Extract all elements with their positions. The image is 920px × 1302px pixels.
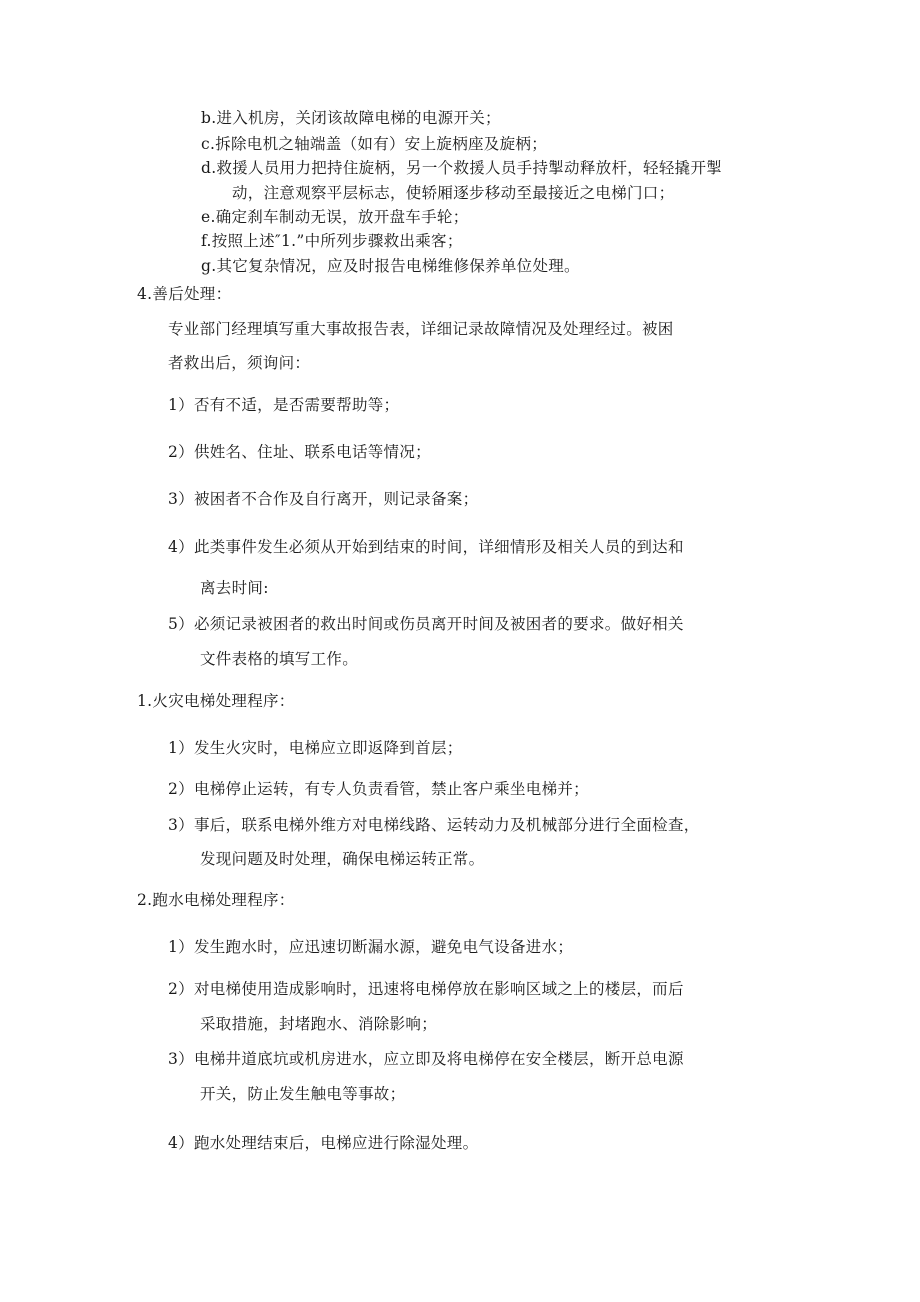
- flood-item-2-line2: 采取措施，封堵跑水、消除影响；: [200, 1015, 438, 1033]
- aftermath-item-4-line2: 离去时间:: [200, 579, 269, 597]
- flood-item-4: 4）跑水处理结束后，电梯应进行除湿处理。: [168, 1134, 479, 1152]
- flood-item-1: 1）发生跑水时，应迅速切断漏水源，避免电气设备进水；: [168, 938, 574, 956]
- fire-item-1: 1）发生火灾时，电梯应立即返降到首层；: [168, 739, 463, 757]
- step-e: e.确定刹车制动无误，放开盘车手轮；: [201, 208, 469, 226]
- step-c: c.拆除电机之轴端盖（如有）安上旋柄座及旋柄；: [201, 135, 548, 153]
- step-b: b.进入机房，关闭该故障电梯的电源开关；: [201, 109, 501, 127]
- flood-item-3-line2: 开关，防止发生触电等事故；: [200, 1085, 406, 1103]
- step-g: g.其它复杂情况，应及时报告电梯维修保养单位处理。: [201, 257, 580, 275]
- step-f: f.按照上述″1.”中所列步骤救出乘客；: [201, 232, 463, 250]
- fire-item-3-line2: 发现问题及时处理，确保电梯运转正常。: [200, 850, 485, 868]
- aftermath-item-4-line1: 4）此类事件发生必须从开始到结束的时间，详细情形及相关人员的到达和: [168, 538, 684, 556]
- aftermath-intro-line1: 专业部门经理填写重大事故报告表，详细记录故障情况及处理经过。被困: [168, 320, 674, 338]
- fire-item-2: 2）电梯停止运转，有专人负责看管，禁止客户乘坐电梯并；: [168, 780, 589, 798]
- aftermath-item-2: 2）供姓名、住址、联系电话等情况；: [168, 443, 431, 461]
- aftermath-intro-line2: 者救出后，须询问：: [168, 354, 311, 372]
- step-d-line2: 动，注意观察平层标志，使轿厢逐步移动至最接近之电梯门口；: [232, 184, 675, 202]
- aftermath-heading: 4.善后处理：: [137, 285, 232, 303]
- aftermath-item-3: 3）被困者不合作及自行离开，则记录备案；: [168, 490, 479, 508]
- step-d-line1: d.救援人员用力把持住旋柄，另一个救援人员手持掣动释放杆，轻轻撬开掣: [201, 159, 723, 177]
- flood-item-2-line1: 2）对电梯使用造成影响时，迅速将电梯停放在影响区域之上的楼层，而后: [168, 980, 684, 998]
- flood-heading: 2.跑水电梯处理程序：: [137, 891, 295, 909]
- fire-item-3-line1: 3）事后，联系电梯外维方对电梯线路、运转动力及机械部分进行全面检查，: [168, 816, 700, 834]
- aftermath-item-5-line2: 文件表格的填写工作。: [200, 650, 359, 668]
- fire-heading: 1.火灾电梯处理程序：: [137, 692, 295, 710]
- aftermath-item-1: 1）否有不适，是否需要帮助等；: [168, 396, 400, 414]
- aftermath-item-5-line1: 5）必须记录被困者的救出时间或伤员离开时间及被困者的要求。做好相关: [168, 615, 684, 633]
- flood-item-3-line1: 3）电梯井道底坑或机房进水，应立即及将电梯停在安全楼层，断开总电源: [168, 1050, 684, 1068]
